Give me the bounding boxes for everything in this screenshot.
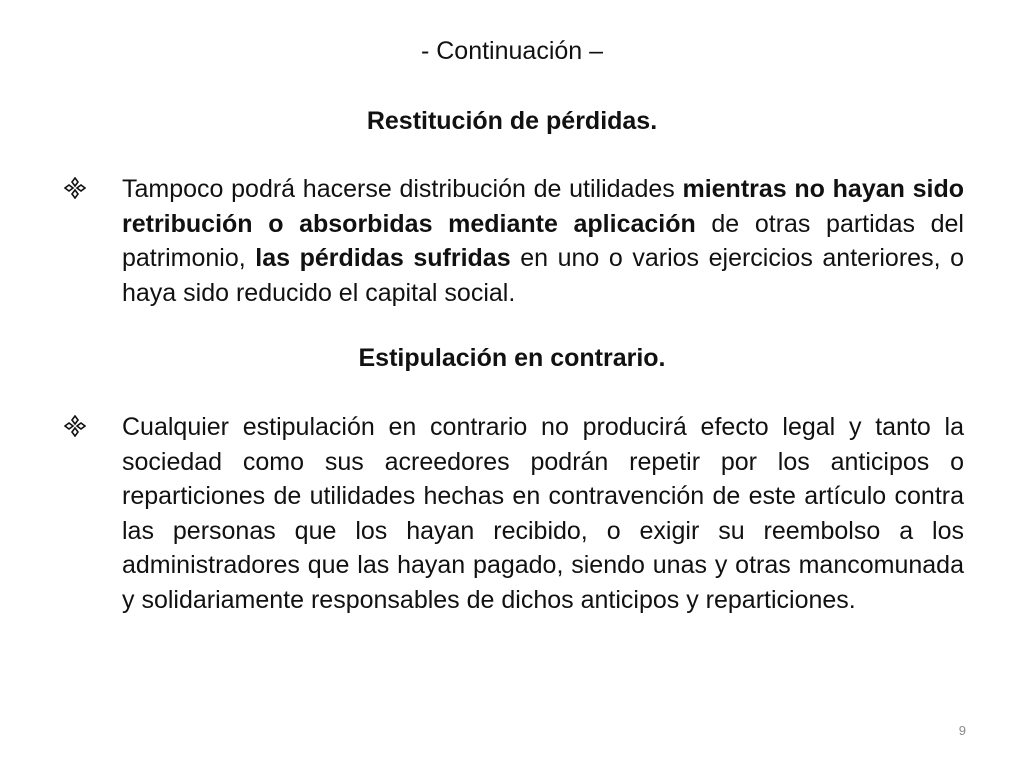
text-run: en uno o varios ejercicios anteriores, o haya sido reducido el capital social. — [122, 244, 964, 307]
section-heading-estipulacion: Estipulación en contrario. — [358, 344, 666, 372]
section-heading-restitucion: Restitución de pérdidas. — [366, 107, 658, 135]
diamond-bullet-icon — [64, 177, 86, 199]
paragraph-restitucion — [122, 172, 964, 310]
text-run: de otras partidas del patrimonio, — [122, 209, 964, 272]
paragraph-estipulacion — [122, 410, 964, 617]
text-run-bold: mientras no hayan sido retribución o absorbidas mediante aplicación — [122, 175, 964, 238]
bullet-item-restitucion — [64, 172, 964, 310]
page-number: 9 — [958, 723, 966, 738]
text-run-bold: las pérdidas sufridas — [255, 244, 511, 272]
continuation-heading: - Continuación – — [420, 37, 604, 65]
text-run: Cualquier estipulación en contrario no producirá efecto legal y tanto la sociedad como sus acreedores podrán repetir por los anticipos o reparticiones de utilidades hechas en contravención de este artículo contra las personas que los hayan recibido, o exigir su reembolso a los administradores que las hayan pagado, siendo unas y otras mancomunada y solidariamente responsables de dichos anticipos y reparticiones. — [122, 413, 964, 614]
text-run: Tampoco podrá hacerse distribución de utilidades — [122, 175, 683, 203]
diamond-bullet-icon — [64, 415, 86, 437]
bullet-item-estipulacion — [64, 410, 964, 617]
